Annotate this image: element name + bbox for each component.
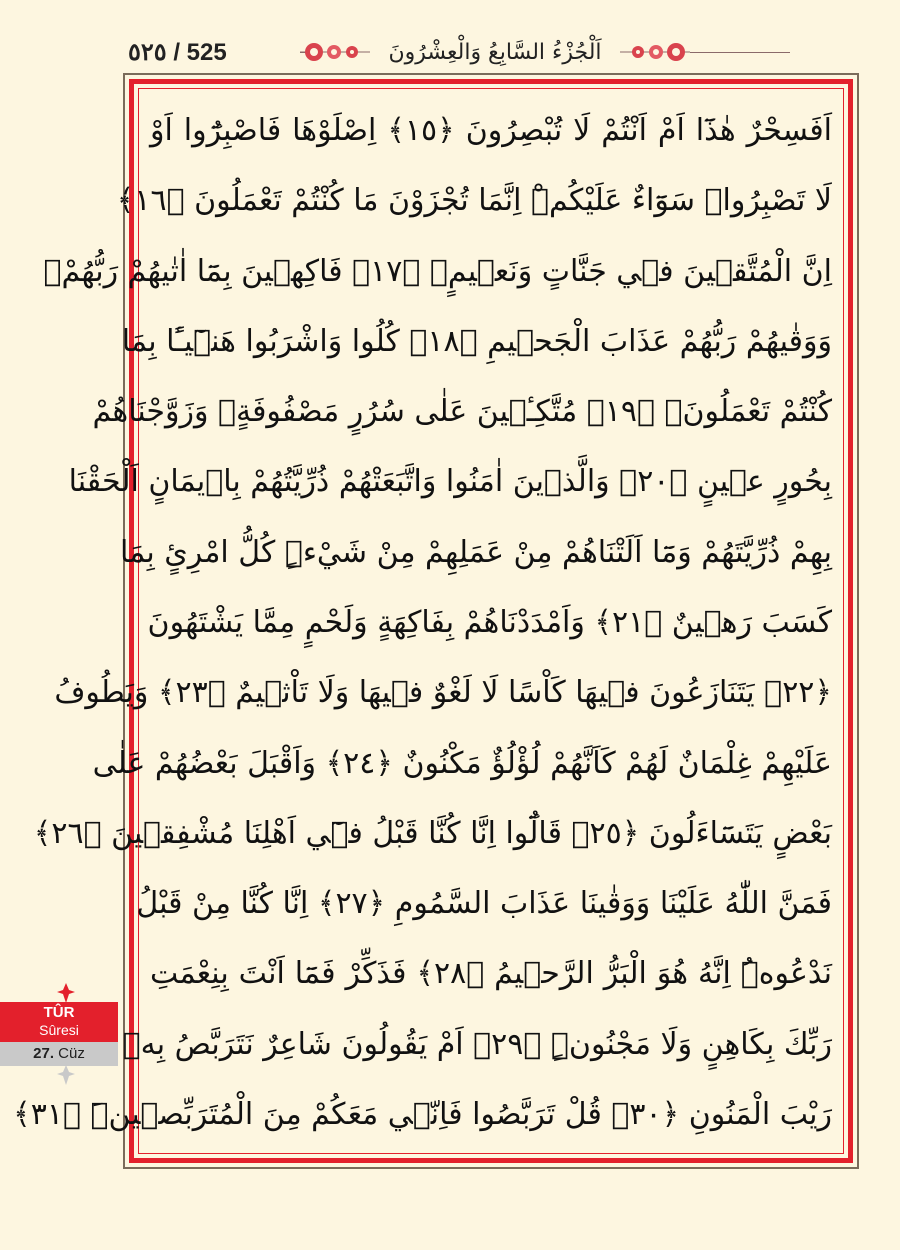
page-number: ٥٢٥ / 525 <box>128 39 227 66</box>
text-line: بِهِمْ ذُرِّيَّتَهُمْ وَمَٓا اَلَتْنَاهُمْ مِنْ عَمَلِهِمْ مِنْ شَيْءٍۜ كُلُّ امْرِئٍ بِمَا <box>119 534 832 570</box>
text-line: اِنَّ الْمُتَّقٖينَ فٖي جَنَّاتٍ وَنَعٖيمٍۙ ﴿١٧﴾ فَاكِهٖينَ بِمَٓا اٰتٰيهُمْ رَبُّهُمْۚ <box>43 253 832 289</box>
text-line: عَلَيْهِمْ غِلْمَانٌ لَهُمْ كَاَنَّهُمْ لُؤْلُؤٌ مَكْنُونٌ ﴿٢٤﴾ وَاَقْبَلَ بَعْضُهُمْ عَلٰى <box>92 745 832 781</box>
text-line: لَا تَصْبِرُواۚ سَوَٓاءٌ عَلَيْكُمْۜ اِنَّمَا تُجْزَوْنَ مَا كُنْتُمْ تَعْمَلُونَ ﴿١٦﴾ <box>116 183 832 219</box>
sura-name: TÛR <box>43 1004 75 1021</box>
juz-number: 27. <box>33 1045 54 1062</box>
floral-ornament-icon <box>300 38 370 66</box>
text-line: فَمَنَّ اللّٰهُ عَلَيْنَا وَوَقٰينَا عَذَابَ السَّمُومِ ﴿٢٧﴾ اِنَّا كُنَّا مِنْ قَبْلُ <box>136 886 832 922</box>
fleur-ornament-icon <box>56 1064 76 1086</box>
text-line: كَسَبَ رَهٖينٌ ﴿٢١﴾ وَاَمْدَدْنَاهُمْ بِفَاكِهَةٍ وَلَحْمٍ مِمَّا يَشْتَهُونَ <box>147 604 832 640</box>
juz-word: Cüz <box>58 1045 85 1062</box>
text-line: وَوَقٰيهُمْ رَبُّهُمْ عَذَابَ الْجَحٖيمِ ﴿١٨﴾ كُلُوا وَاشْرَبُوا هَنٖٓيـًٔا بِمَا <box>121 323 832 359</box>
text-line: كُنْتُمْ تَعْمَلُونَۙ ﴿١٩﴾ مُتَّكِـٖٔينَ عَلٰى سُرُرٍ مَصْفُوفَةٍۚ وَزَوَّجْنَاهُمْ <box>92 394 832 430</box>
juz-title: اَلْجُزْءُ السَّابِعُ وَالْعِشْرُونَ <box>388 39 602 65</box>
text-line: رَبِّكَ بِكَاهِنٍ وَلَا مَجْنُونٍۜ ﴿٢٩﴾ اَمْ يَقُولُونَ شَاعِرٌ نَتَرَبَّصُ بِهٖ <box>122 1026 832 1062</box>
fleur-ornament-icon <box>56 982 76 1004</box>
sura-word: Sûresi <box>39 1022 79 1038</box>
text-line: نَدْعُوهُۜ اِنَّهُ هُوَ الْبَرُّ الرَّحٖيمُ ﴿٢٨﴾ فَذَكِّرْ فَمَٓا اَنْتَ بِنِعْمَتِ <box>150 956 832 992</box>
floral-ornament-icon <box>620 38 690 66</box>
text-line: اَفَسِحْرٌ هٰذَٓا اَمْ اَنْتُمْ لَا تُبْصِرُونَ ﴿١٥﴾ اِصْلَوْهَا فَاصْبِرُٓوا اَوْ <box>150 113 833 148</box>
juz-banner <box>300 28 690 76</box>
text-line: بِحُورٍ عٖينٍ ﴿٢٠﴾ وَالَّذٖينَ اٰمَنُوا وَاتَّبَعَتْهُمْ ذُرِّيَّتُهُمْ بِاٖيمَانٍ اَلْحَقْنَا <box>68 464 832 500</box>
text-line: رَيْبَ الْمَنُونِ ﴿٣٠﴾ قُلْ تَرَبَّصُوا فَاِنّٖي مَعَكُمْ مِنَ الْمُتَرَبِّصٖينَۜ ﴿٣١﴾ <box>13 1096 832 1132</box>
header-rule-right <box>690 52 790 53</box>
text-line: بَعْضٍ يَتَسَٓاءَلُونَ ﴿٢٥﴾ قَالُٓوا اِنَّا كُنَّا قَبْلُ فٖٓي اَهْلِنَا مُشْفِقٖينَ ﴿٢٦﴾ <box>33 815 832 851</box>
sura-name-tab[interactable] <box>0 1002 118 1042</box>
text-line: ﴿٢٢﴾ يَتَنَازَعُونَ فٖيهَا كَاْسًا لَا لَغْوٌ فٖيهَا وَلَا تَاْثٖيمٌ ﴿٢٣﴾ وَيَطُوفُ <box>54 675 832 711</box>
juz-number-tab[interactable] <box>0 1042 118 1066</box>
